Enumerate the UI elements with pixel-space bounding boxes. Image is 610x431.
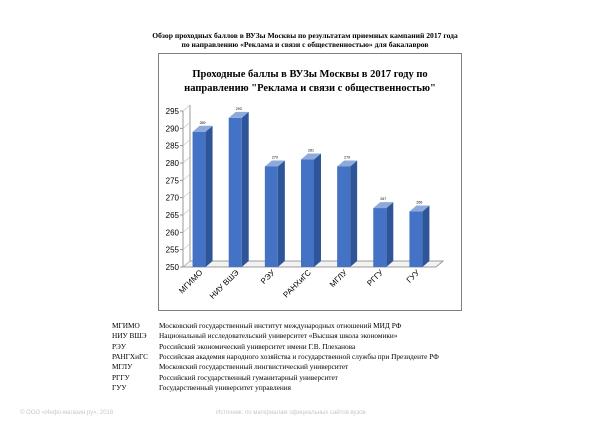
page-heading-line-2: по направлению «Реклама и связи с общественностью» для бакалавров — [181, 40, 429, 50]
y-tick-depth-line — [183, 244, 190, 250]
legend-row — [112, 342, 512, 352]
abbreviation-legend — [112, 321, 512, 393]
legend-full-name: Национальный исследовательский университет «Высшая школа экономики» — [159, 331, 398, 341]
bar — [193, 132, 206, 267]
bar-side — [206, 126, 213, 267]
y-tick-label: 275 — [165, 176, 179, 186]
legend-abbreviation: МГЛУ — [112, 362, 133, 372]
legend-row — [112, 383, 512, 393]
y-tick-depth-line — [183, 105, 190, 111]
y-tick-label: 280 — [165, 159, 179, 168]
bar — [229, 118, 242, 267]
bar — [337, 166, 350, 267]
y-tick-label: 270 — [165, 193, 179, 203]
legend-full-name: Российский государственный гуманитарный университет — [159, 372, 338, 382]
y-tick-label: 295 — [165, 107, 179, 116]
y-tick-label: 290 — [165, 124, 179, 134]
x-category-label: РЭУ — [258, 268, 277, 286]
x-category-label: МГИМО — [177, 268, 205, 296]
bar-side — [350, 160, 357, 267]
page-heading-line-1: Обзор проходных баллов в ВУЗы Москвы по результатам приемных кампаний 2017 года — [152, 31, 458, 40]
y-tick-label: 265 — [165, 211, 179, 220]
legend-abbreviation: МГИМО — [112, 321, 140, 330]
bar-side — [422, 206, 429, 267]
x-category-label: НИУ ВШЭ — [207, 268, 241, 301]
legend-full-name: Государственный университет управления — [159, 383, 292, 393]
copyright-note: © ООО «Инфо-магазин.ру», 2018 — [20, 410, 114, 416]
legend-row — [112, 362, 512, 372]
legend-row — [112, 352, 512, 362]
y-tick-depth-line — [183, 209, 190, 215]
y-tick-depth-line — [183, 157, 190, 163]
y-tick-label: 260 — [165, 228, 179, 238]
y-tick-depth-line — [183, 122, 190, 128]
legend-abbreviation: РЭУ — [112, 341, 127, 351]
data-label: 281 — [308, 148, 314, 153]
bar — [409, 212, 422, 267]
x-category-label: РАНХиГС — [281, 268, 313, 300]
y-tick-depth-line — [183, 226, 190, 232]
bar-chart — [159, 54, 461, 310]
data-label: 279 — [344, 155, 351, 160]
bar-side — [278, 160, 285, 267]
bar-side — [242, 112, 249, 267]
bar — [373, 208, 386, 267]
y-tick-label: 255 — [165, 245, 179, 255]
x-category-label: РГГУ — [365, 268, 386, 288]
y-tick-depth-line — [183, 174, 190, 180]
data-label: 266 — [416, 200, 423, 205]
bar — [301, 160, 314, 267]
legend-abbreviation: ГУУ — [112, 383, 127, 393]
source-note: Источник: по материалам официальных сайтов вузов — [216, 410, 366, 416]
data-label: 289 — [199, 120, 206, 125]
data-label: 267 — [380, 197, 387, 202]
data-label: 279 — [271, 155, 278, 160]
data-label: 293 — [235, 106, 242, 111]
legend-abbreviation: РГГУ — [112, 372, 130, 382]
y-tick-label: 285 — [165, 141, 179, 151]
chart-title-line-1: Проходные баллы в ВУЗы Москвы в 2017 году по — [192, 69, 428, 80]
legend-abbreviation: РАНГХиГС — [112, 352, 149, 362]
legend-abbreviation: НИУ ВШЭ — [112, 331, 147, 341]
chart-title-line-2: направлению "Реклама и связи с общественностью" — [184, 83, 436, 94]
x-category-label: ГУУ — [404, 268, 422, 285]
y-tick-depth-line — [183, 140, 190, 146]
bar-side — [386, 202, 393, 267]
legend-row — [112, 331, 512, 341]
legend-full-name: Московский государственный лингвистический университет — [159, 362, 349, 372]
legend-row — [112, 373, 512, 383]
bar — [265, 166, 278, 267]
legend-full-name: Московский государственный институт международных отношений МИД РФ — [159, 321, 402, 330]
x-category-label: МГЛУ — [327, 268, 350, 290]
chart-frame — [158, 53, 462, 311]
legend-full-name: Российская академия народного хозяйства и государственной службы при Президенте РФ — [159, 352, 439, 362]
y-tick-label: 250 — [165, 263, 179, 272]
legend-full-name: Российский экономический университет имени Г.В. Плеханова — [159, 341, 356, 351]
legend-row — [112, 321, 512, 331]
bar-side — [314, 154, 321, 267]
y-tick-depth-line — [183, 192, 190, 198]
page-heading — [0, 31, 610, 50]
